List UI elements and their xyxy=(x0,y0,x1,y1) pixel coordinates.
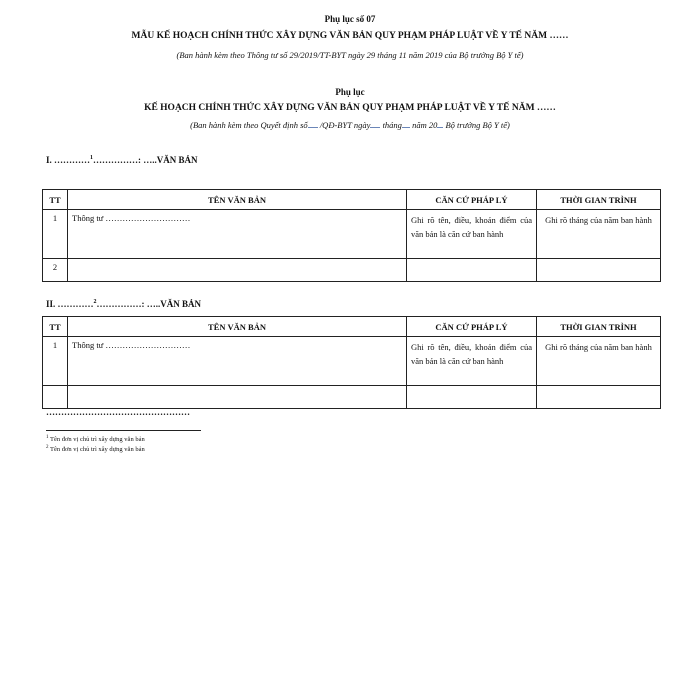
section-suffix: ……………: …..VĂN BẢN xyxy=(93,155,198,165)
row-basis xyxy=(407,386,537,409)
row-tt: 1 xyxy=(43,337,68,386)
row-name: Thông tư ………………………… xyxy=(68,337,407,386)
day-blank xyxy=(370,127,380,128)
decision-note-part: tháng xyxy=(382,120,402,130)
row-time xyxy=(537,259,661,282)
appendix-number: Phụ lục số 07 xyxy=(324,14,376,24)
section-prefix: II. ………… xyxy=(46,299,94,309)
row-time: Ghi rõ tháng của năm ban hành xyxy=(537,210,661,259)
row-name: Thông tư ………………………… xyxy=(68,210,407,259)
document-table xyxy=(42,189,661,282)
row-time xyxy=(537,386,661,409)
header-time: THỜI GIAN TRÌNH xyxy=(537,190,661,210)
row-name xyxy=(68,386,407,409)
footnote-divider xyxy=(46,430,201,431)
decision-note-part: /QĐ-BYT ngày xyxy=(319,120,371,130)
footnote xyxy=(46,435,145,443)
table-header-row xyxy=(43,317,661,337)
template-title: MẪU KẾ HOẠCH CHÍNH THỨC XÂY DỰNG VĂN BẢN QUY PHẠM PHÁP LUẬT VỀ Y TẾ NĂM …… xyxy=(131,31,569,41)
section-prefix: I. ………… xyxy=(46,155,91,165)
header-basis: CĂN CỨ PHÁP LÝ xyxy=(407,317,537,337)
row-tt xyxy=(43,386,68,409)
footnote-mark: 1 xyxy=(90,155,94,161)
footnote-text: Tên đơn vị chủ trì xây dựng văn bản xyxy=(50,436,145,444)
document-table xyxy=(42,316,661,409)
issued-note: (Ban hành kèm theo Thông tư số 29/2019/TT-BYT ngày 29 tháng 11 năm 2019 của Bộ trưởng Bộ Y tế) xyxy=(176,50,524,60)
footnote-mark: 1 xyxy=(46,435,49,440)
decision-number-blank xyxy=(308,127,318,128)
footnote-text: Tên đơn vị chủ trì xây dựng văn bản xyxy=(50,446,145,454)
year-blank xyxy=(437,127,443,128)
row-basis: Ghi rõ tên, điều, khoản điểm của văn bản là căn cứ ban hành xyxy=(407,337,537,386)
header-time: THỜI GIAN TRÌNH xyxy=(537,317,661,337)
table-row xyxy=(43,386,661,409)
decision-note-part: (Ban hành kèm theo Quyết định số xyxy=(190,120,308,130)
section-suffix: ……………: …..VĂN BẢN xyxy=(96,299,202,309)
plan-title: KẾ HOẠCH CHÍNH THỨC XÂY DỰNG VĂN BẢN QUY PHẠM PHÁP LUẬT VỀ Y TẾ NĂM …… xyxy=(144,103,556,113)
decision-note-part: Bộ trưởng Bộ Y tế) xyxy=(445,120,510,130)
header-tt: TT xyxy=(43,317,68,337)
decision-note xyxy=(0,120,700,130)
row-tt: 2 xyxy=(43,259,68,282)
header-tt: TT xyxy=(43,190,68,210)
trailing-dots: ………………………………………… xyxy=(46,407,190,417)
decision-note-part: năm 20 xyxy=(412,120,438,130)
row-name xyxy=(68,259,407,282)
row-basis xyxy=(407,259,537,282)
footnote-mark: 2 xyxy=(93,299,97,305)
header-basis: CĂN CỨ PHÁP LÝ xyxy=(407,190,537,210)
section-heading xyxy=(46,299,201,309)
row-basis: Ghi rõ tên, điều, khoản điểm của văn bản là căn cứ ban hành xyxy=(407,210,537,259)
header-name: TÊN VĂN BẢN xyxy=(68,317,407,337)
table-row xyxy=(43,259,661,282)
header-name: TÊN VĂN BẢN xyxy=(68,190,407,210)
table-row xyxy=(43,337,661,386)
footnote xyxy=(46,445,145,453)
table-row xyxy=(43,210,661,259)
table-header-row xyxy=(43,190,661,210)
appendix-heading: Phụ lục xyxy=(335,87,365,97)
month-blank xyxy=(402,127,410,128)
footnote-mark: 2 xyxy=(46,445,49,450)
row-time: Ghi rõ tháng của năm ban hành xyxy=(537,337,661,386)
section-heading xyxy=(46,155,198,165)
row-tt: 1 xyxy=(43,210,68,259)
